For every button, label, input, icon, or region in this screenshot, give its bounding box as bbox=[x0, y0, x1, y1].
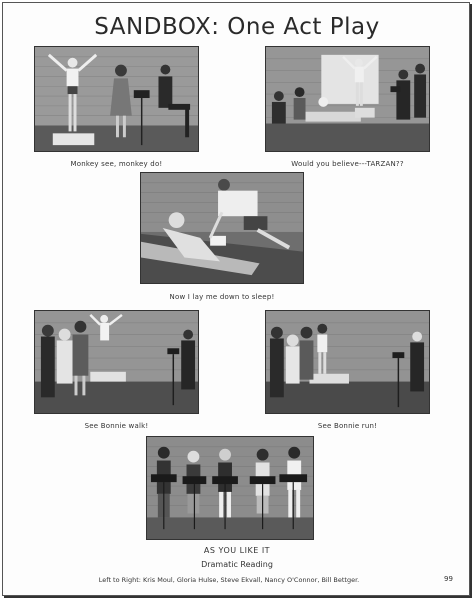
photo-monkey-see bbox=[34, 46, 199, 152]
page-number: 99 bbox=[444, 575, 453, 583]
dramatic-heading: AS YOU LIKE IT bbox=[203, 546, 271, 555]
photo-caption: Monkey see, monkey do! bbox=[70, 160, 163, 168]
photo-bonnie-run bbox=[265, 310, 430, 414]
photo-lay-me-down bbox=[140, 172, 304, 284]
photo-caption: See Bonnie run! bbox=[317, 422, 378, 430]
photo-caption: Now I lay me down to sleep! bbox=[169, 293, 275, 301]
dramatic-subheading: Dramatic Reading bbox=[201, 560, 273, 569]
photo-caption: See Bonnie walk! bbox=[84, 422, 149, 430]
page-title: SANDBOX: One Act Play bbox=[94, 14, 380, 40]
photo-caption: Would you believe---TARZAN?? bbox=[291, 160, 404, 168]
photo-bonnie-walk bbox=[34, 310, 199, 414]
names-line: Left to Right: Kris Moul, Gloria Hulse, Steve Ekvall, Nancy O'Connor, Bill Bettger. bbox=[98, 576, 360, 584]
photo-dramatic-reading bbox=[146, 436, 314, 540]
photo-tarzan bbox=[265, 46, 430, 152]
